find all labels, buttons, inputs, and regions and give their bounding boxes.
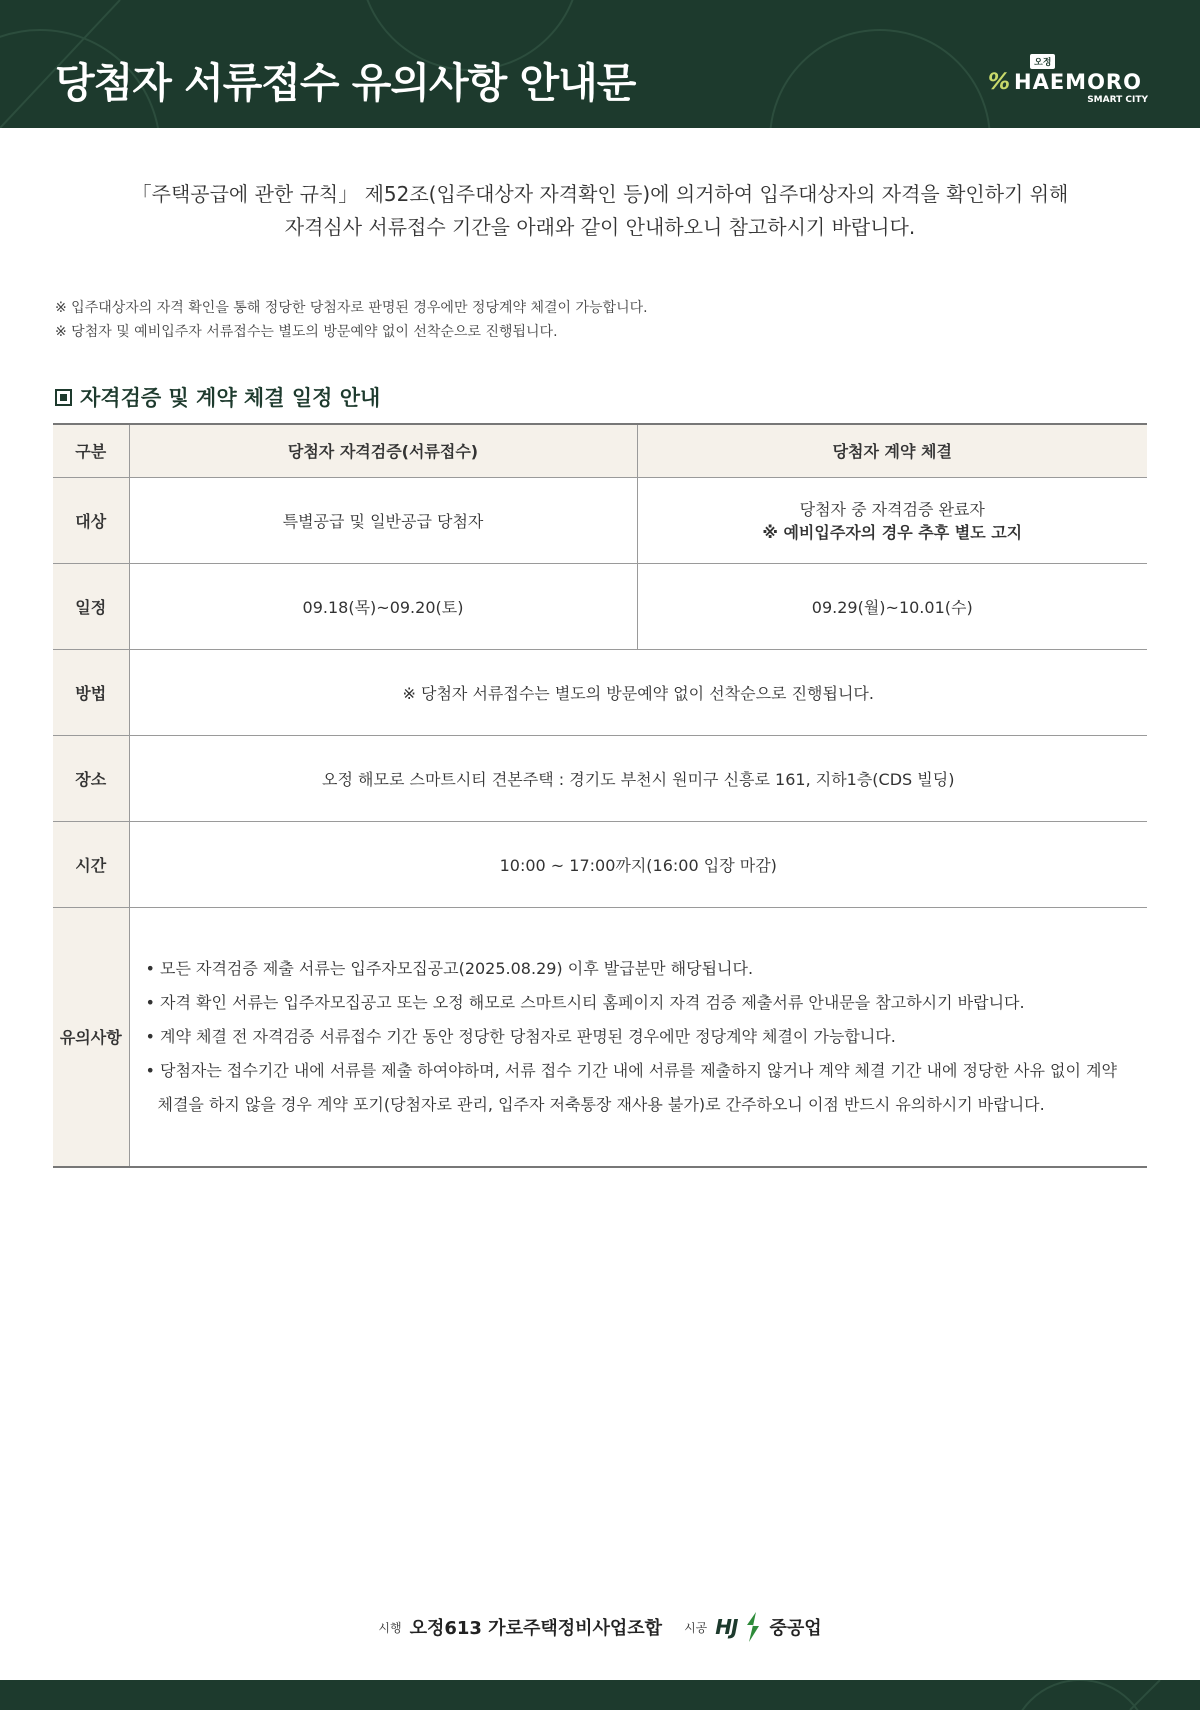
footer [0,1612,1200,1642]
section-title-text: 자격검증 및 계약 체결 일정 안내 [80,386,381,410]
square-bullet-icon [55,389,72,406]
table-row [53,907,1147,1167]
executor-label: 시행 [378,1620,402,1635]
list-item: • 당첨자는 접수기간 내에 서류를 제출 하여야하며, 서류 접수 기간 내에 서류를 제출하지 않거나 계약 체결 기간 내에 정당한 사유 없이 계약 체결을 하지 않을 경우 계약 포기(당첨자로 관리, 입주자 저축통장 재사용 불가)로 간주하오니 이점 반드시 유의하시기 바랍니다. [145,1060,1117,1114]
note-2: ※ 당첨자 및 예비입주자 서류접수는 별도의 방문예약 없이 선착순으로 진행됩니다. [55,324,558,340]
list-item: • 계약 체결 전 자격검증 서류접수 기간 동안 정당한 당첨자로 판명된 경우에만 정당계약 체결이 가능합니다. [145,1026,896,1046]
cautions-cell [129,907,1147,1167]
row-header-time: 시간 [53,821,129,907]
table-row [53,735,1147,821]
place-cell: 오정 해모로 스마트시티 견본주택 : 경기도 부천시 원미구 신흥로 161, 지하1층(CDS 빌딩) [129,735,1147,821]
schedule-verification-cell: 09.18(목)~09.20(토) [129,563,637,649]
target-contract-cell [637,477,1147,563]
bottom-decoration [0,1680,1200,1710]
table-row [53,821,1147,907]
page-title: 당첨자 서류접수 유의사항 안내문 [55,59,636,107]
list-item: • 자격 확인 서류는 입주자모집공고 또는 오정 해모로 스마트시티 홈페이지 자격 검증 제출서류 안내문을 참고하시기 바랍니다. [145,992,1025,1012]
row-header-category: 구분 [53,424,129,477]
haemoro-logo [988,54,1148,106]
executor-name: 오정613 가로주택정비사업조합 [409,1618,663,1639]
list-item: • 모든 자격검증 제출 서류는 입주자모집공고(2025.08.29) 이후 발급분만 해당됩니다. [145,958,754,978]
column-header-contract: 당첨자 계약 체결 [637,424,1147,477]
row-header-place: 장소 [53,735,129,821]
column-header-verification: 당첨자 자격검증(서류접수) [129,424,637,477]
note-1: ※ 입주대상자의 자격 확인을 통해 정당한 당첨자로 판명된 경우에만 정당계약 체결이 가능합니다. [55,300,648,316]
logo-subtitle: SMART CITY [1087,95,1148,105]
cautions-list [130,952,1148,1122]
method-cell: ※ 당첨자 서류접수는 별도의 방문예약 없이 선착순으로 진행됩니다. [129,649,1147,735]
builder-name: 중공업 [769,1618,822,1639]
intro-line-2: 자격심사 서류접수 기간을 아래와 같이 안내하오니 참고하시기 바랍니다. [284,215,916,239]
logo-slash-icon: % [988,70,1008,95]
table-row [53,649,1147,735]
table-row [53,477,1147,563]
target-verification-cell: 특별공급 및 일반공급 당첨자 [129,477,637,563]
hj-bolt-icon [745,1612,761,1642]
notes [55,296,648,344]
row-header-method: 방법 [53,649,129,735]
schedule-contract-cell: 09.29(월)~10.01(수) [637,563,1147,649]
section-heading [55,382,380,412]
logo-name: HAEMORO [1014,70,1142,94]
schedule-table [53,423,1147,1168]
target-contract-line-1: 당첨자 중 자격검증 완료자 [799,500,985,519]
builder-label: 시공 [684,1620,708,1635]
intro-line-1: 「주택공급에 관한 규칙」 제52조(입주대상자 자격확인 등)에 의거하여 입주대상자의 자격을 확인하기 위해 [131,182,1069,206]
row-header-schedule: 일정 [53,563,129,649]
intro-text [60,178,1140,244]
row-header-cautions: 유의사항 [53,907,129,1167]
table-header-row [53,424,1147,477]
bottom-bar [0,1680,1200,1710]
target-contract-line-2: ※ 예비입주자의 경우 추후 별도 고지 [762,523,1023,542]
hj-logo-text: HJ [715,1615,738,1639]
row-header-target: 대상 [53,477,129,563]
time-cell: 10:00 ~ 17:00까지(16:00 입장 마감) [129,821,1147,907]
header-banner [0,0,1200,128]
table-row [53,563,1147,649]
logo-badge: 오정 [1030,54,1055,69]
